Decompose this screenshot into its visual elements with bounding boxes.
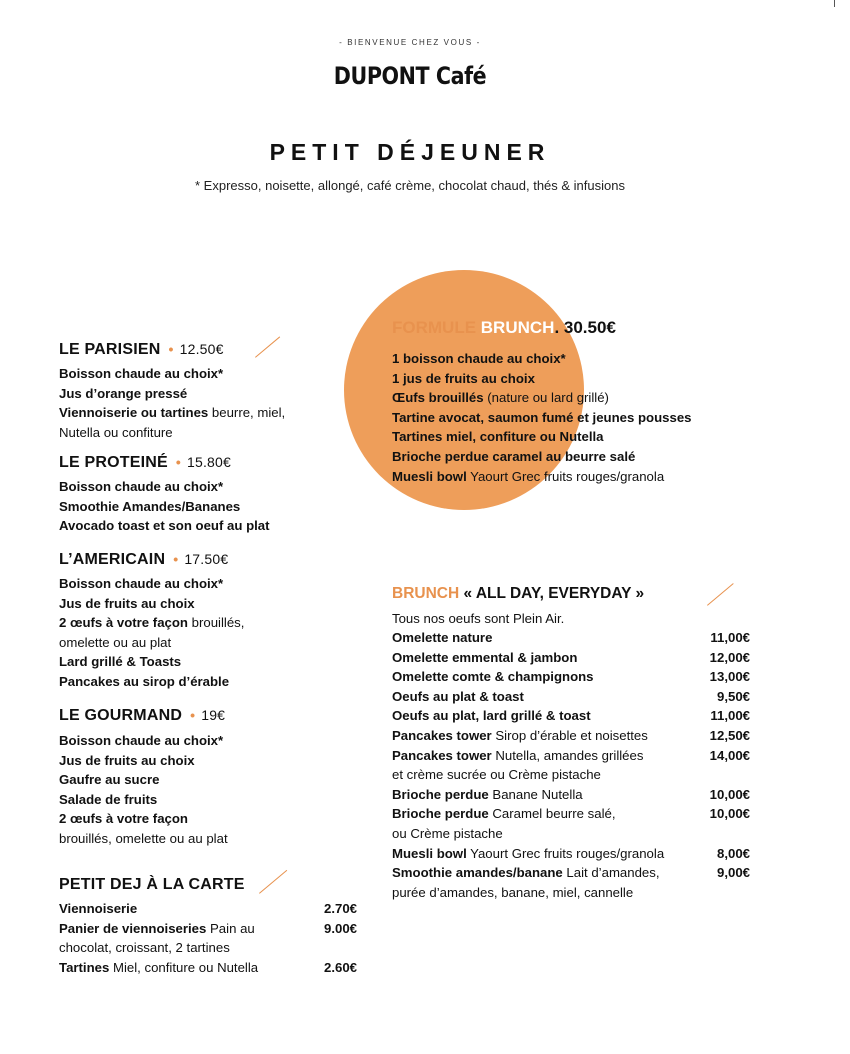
formule-heading-proteine — [59, 454, 231, 472]
list-item: Viennoiserie ou tartines beurre, miel, — [59, 405, 286, 421]
item-price: 2.60€ — [323, 959, 357, 975]
formule-lines-gourmand — [59, 731, 228, 849]
brunch-word: BRUNCH — [480, 318, 555, 337]
allday-tagline: « ALL DAY, EVERYDAY » — [463, 585, 645, 602]
list-item: Boisson chaude au choix* — [59, 733, 224, 748]
item-price: 12,00€ — [709, 649, 750, 665]
list-item: Gaufre au sucre — [59, 772, 160, 788]
formule-price: 15.80€ — [187, 454, 232, 470]
formule-heading-gourmand — [59, 707, 225, 725]
table-row: Brioche perdue Banane Nutella 10,00€ — [392, 785, 750, 805]
carte-heading: PETIT DEJ À LA CARTE — [59, 876, 245, 893]
item-price: 10,00€ — [709, 786, 750, 802]
item-price: 9,00€ — [716, 865, 750, 881]
table-row: Muesli bowl Yaourt Grec fruits rouges/granola 8,00€ — [392, 844, 750, 864]
list-item: omelette ou au plat — [59, 634, 172, 650]
bullet-dot: • — [190, 707, 196, 723]
table-row: Viennoiserie 2.70€ — [59, 899, 357, 919]
item-price: 11,00€ — [710, 630, 750, 645]
list-item: brouillés, omelette ou au plat — [59, 830, 228, 846]
formule-name: LE GOURMAND — [59, 707, 183, 724]
formule-lines-americain — [59, 574, 244, 692]
item-price: 12,50€ — [709, 727, 750, 743]
table-row: Tartines Miel, confiture ou Nutella 2.60€ — [59, 958, 357, 978]
list-item: Jus de fruits au choix — [59, 595, 195, 611]
list-item: Pancakes au sirop d’érable — [59, 673, 230, 689]
list-item: Salade de fruits — [59, 791, 158, 807]
table-row: et crème sucrée ou Crème pistache — [392, 767, 601, 783]
table-row: Omelette emmental & jambon 12,00€ — [392, 648, 750, 668]
list-item: Tartines miel, confiture ou Nutella — [392, 429, 604, 445]
formule-word: FORMULE — [392, 318, 477, 337]
item-price: 8,00€ — [716, 845, 750, 861]
list-item: Jus de fruits au choix — [59, 752, 195, 768]
formule-brunch-lines — [392, 349, 692, 486]
list-item: Lard grillé & Toasts — [59, 654, 182, 670]
formule-lines-proteine — [59, 477, 270, 536]
item-price: 10,00€ — [709, 806, 750, 822]
formule-price: 12.50€ — [179, 341, 224, 357]
table-row: chocolat, croissant, 2 tartines — [59, 940, 230, 956]
table-row: Pancakes tower Sirop d’érable et noisettes 12,50€ — [392, 726, 750, 746]
formule-price: 17.50€ — [184, 551, 229, 567]
formule-heading-americain — [59, 551, 228, 569]
list-item: 1 jus de fruits au choix — [392, 370, 535, 386]
bullet-dot: • — [175, 454, 181, 470]
list-item: 1 boisson chaude au choix* — [392, 351, 566, 366]
table-row: Oeufs au plat & toast 9,50€ — [392, 687, 750, 707]
formule-heading-parisien — [59, 341, 224, 359]
item-price: 13,00€ — [709, 669, 750, 685]
list-item: 2 œufs à votre façon — [59, 811, 188, 827]
table-row: Panier de viennoiseries Pain au 9.00€ — [59, 919, 357, 939]
table-row: ou Crème pistache — [392, 825, 503, 841]
page-subtitle: * Expresso, noisette, allongé, café crème, chocolat chaud, thés & infusions — [195, 178, 625, 193]
list-item: Avocado toast et son oeuf au plat — [59, 518, 270, 534]
slash-decoration — [259, 870, 287, 894]
carte-list — [59, 899, 357, 977]
list-item: Nutella ou confiture — [59, 424, 173, 440]
formule-price: 19€ — [201, 707, 226, 723]
list-item: Brioche perdue caramel au beurre salé — [392, 448, 636, 464]
item-price: 2.70€ — [323, 901, 357, 916]
list-item: Œufs brouillés (nature ou lard grillé) — [392, 390, 609, 406]
table-row: Smoothie amandes/banane Lait d’amandes, 9,00€ — [392, 863, 750, 883]
list-item: Muesli bowl Yaourt Grec fruits rouges/granola — [392, 468, 665, 484]
allday-intro: Tous nos oeufs sont Plein Air. — [392, 611, 565, 626]
slash-decoration — [707, 583, 734, 606]
brunch-allday-heading — [392, 585, 644, 603]
list-item: Smoothie Amandes/Bananes — [59, 498, 241, 514]
list-item: Boisson chaude au choix* — [59, 576, 224, 591]
brunch-word: BRUNCH — [392, 585, 460, 602]
page-title: PETIT DÉJEUNER — [269, 139, 551, 165]
formule-name: L’AMERICAIN — [59, 551, 166, 568]
list-item: Boisson chaude au choix* — [59, 366, 224, 381]
list-item: Jus d’orange pressé — [59, 385, 188, 401]
list-item: 2 œufs à votre façon brouillés, — [59, 615, 245, 631]
item-price: 14,00€ — [709, 747, 750, 763]
item-price: 11,00€ — [710, 708, 750, 724]
bullet-dot: • — [173, 551, 179, 567]
formule-brunch-heading — [392, 318, 616, 338]
welcome-tagline: - BIENVENUE CHEZ VOUS - — [339, 38, 481, 47]
brand-name: DUPONT Café — [333, 62, 487, 90]
item-price: 9,50€ — [716, 688, 750, 704]
allday-list — [392, 628, 750, 902]
formule-brunch-price: . 30.50€ — [554, 318, 616, 337]
table-row: Omelette comte & champignons 13,00€ — [392, 667, 750, 687]
table-row: Brioche perdue Caramel beurre salé, 10,00€ — [392, 804, 750, 824]
list-item: Boisson chaude au choix* — [59, 479, 224, 494]
table-row: Omelette nature 11,00€ — [392, 628, 750, 648]
table-row: Pancakes tower Nutella, amandes grillées 14,00€ — [392, 746, 750, 766]
formule-lines-parisien — [59, 364, 285, 442]
table-row: purée d’amandes, banane, miel, cannelle — [392, 884, 634, 900]
list-item: Tartine avocat, saumon fumé et jeunes pousses — [392, 409, 692, 425]
bullet-dot: • — [168, 341, 174, 357]
formule-name: LE PARISIEN — [59, 341, 161, 358]
formule-name: LE PROTEINÉ — [59, 454, 168, 471]
slash-decoration — [255, 336, 280, 358]
table-row: Oeufs au plat, lard grillé & toast 11,00€ — [392, 706, 750, 726]
item-price: 9.00€ — [323, 920, 357, 936]
corner-mark — [834, 0, 835, 7]
